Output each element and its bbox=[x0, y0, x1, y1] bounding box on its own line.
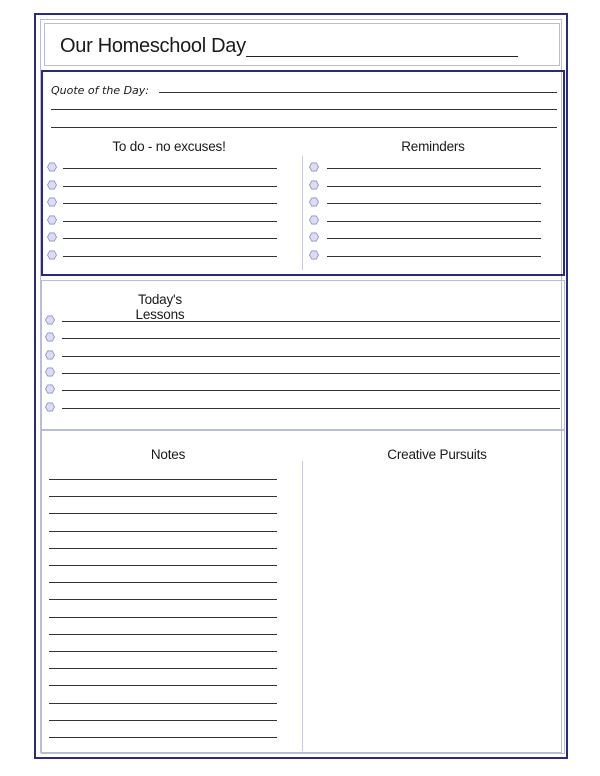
creative-area[interactable] bbox=[306, 467, 560, 747]
notes-line[interactable] bbox=[49, 479, 277, 480]
quote-todo-reminders-box bbox=[41, 70, 565, 276]
notes-line[interactable] bbox=[49, 685, 277, 686]
notes-line[interactable] bbox=[49, 565, 277, 566]
notes-line[interactable] bbox=[49, 548, 277, 549]
lesson-bullet-hexagon-icon bbox=[45, 332, 55, 342]
todo-bullet-hexagon-icon bbox=[47, 162, 57, 172]
title-box bbox=[44, 23, 560, 66]
notes-line[interactable] bbox=[49, 703, 277, 704]
title-write-line[interactable] bbox=[246, 56, 518, 57]
todo-bullet-hexagon-icon bbox=[47, 197, 57, 207]
quote-line-2[interactable] bbox=[51, 109, 557, 110]
reminder-line[interactable] bbox=[327, 186, 541, 187]
notes-line[interactable] bbox=[49, 737, 277, 738]
todo-line[interactable] bbox=[63, 238, 277, 239]
page-frame bbox=[34, 13, 568, 759]
todo-line[interactable] bbox=[63, 256, 277, 257]
notes-line[interactable] bbox=[49, 496, 277, 497]
reminder-bullet-hexagon-icon bbox=[309, 232, 319, 242]
todo-bullet-hexagon-icon bbox=[47, 180, 57, 190]
notes-line[interactable] bbox=[49, 513, 277, 514]
notes-creative-divider bbox=[302, 461, 303, 751]
notes-line[interactable] bbox=[49, 668, 277, 669]
lesson-line[interactable] bbox=[62, 373, 560, 374]
lessons-heading: Today's Lessons bbox=[135, 292, 185, 322]
lesson-bullet-hexagon-icon bbox=[45, 384, 55, 394]
page-title: Our Homeschool Day bbox=[60, 35, 246, 57]
todo-line[interactable] bbox=[63, 186, 277, 187]
page-inner-frame bbox=[40, 19, 562, 753]
lesson-bullet-hexagon-icon bbox=[45, 315, 55, 325]
reminder-line[interactable] bbox=[327, 203, 541, 204]
quote-label: Quote of the Day: bbox=[51, 84, 150, 97]
reminders-heading: Reminders bbox=[401, 139, 465, 154]
quote-line-1[interactable] bbox=[159, 92, 557, 93]
todo-bullet-hexagon-icon bbox=[47, 250, 57, 260]
todo-reminders-divider bbox=[302, 156, 303, 270]
todo-line[interactable] bbox=[63, 221, 277, 222]
todo-line[interactable] bbox=[63, 203, 277, 204]
reminder-bullet-hexagon-icon bbox=[309, 180, 319, 190]
notes-line[interactable] bbox=[49, 651, 277, 652]
reminder-line[interactable] bbox=[327, 221, 541, 222]
notes-creative-box bbox=[41, 430, 565, 754]
lesson-bullet-hexagon-icon bbox=[45, 402, 55, 412]
notes-heading: Notes bbox=[150, 447, 186, 462]
lesson-line[interactable] bbox=[62, 408, 560, 409]
notes-line[interactable] bbox=[49, 634, 277, 635]
notes-line[interactable] bbox=[49, 582, 277, 583]
reminder-bullet-hexagon-icon bbox=[309, 250, 319, 260]
reminder-line[interactable] bbox=[327, 238, 541, 239]
notes-line[interactable] bbox=[49, 599, 277, 600]
reminder-line[interactable] bbox=[327, 256, 541, 257]
reminder-bullet-hexagon-icon bbox=[309, 215, 319, 225]
notes-line[interactable] bbox=[49, 720, 277, 721]
todo-heading: To do - no excuses! bbox=[112, 139, 226, 154]
quote-line-3[interactable] bbox=[51, 127, 557, 128]
creative-heading: Creative Pursuits bbox=[387, 447, 487, 462]
lesson-bullet-hexagon-icon bbox=[45, 367, 55, 377]
lesson-bullet-hexagon-icon bbox=[45, 350, 55, 360]
notes-line[interactable] bbox=[49, 617, 277, 618]
reminder-line[interactable] bbox=[327, 168, 541, 169]
reminder-bullet-hexagon-icon bbox=[309, 197, 319, 207]
reminder-bullet-hexagon-icon bbox=[309, 162, 319, 172]
lesson-line[interactable] bbox=[62, 390, 560, 391]
lesson-line[interactable] bbox=[62, 338, 560, 339]
notes-line[interactable] bbox=[49, 531, 277, 532]
todo-bullet-hexagon-icon bbox=[47, 232, 57, 242]
lessons-box bbox=[41, 280, 565, 430]
lesson-line[interactable] bbox=[62, 321, 560, 322]
lesson-line[interactable] bbox=[62, 356, 560, 357]
todo-line[interactable] bbox=[63, 168, 277, 169]
todo-bullet-hexagon-icon bbox=[47, 215, 57, 225]
